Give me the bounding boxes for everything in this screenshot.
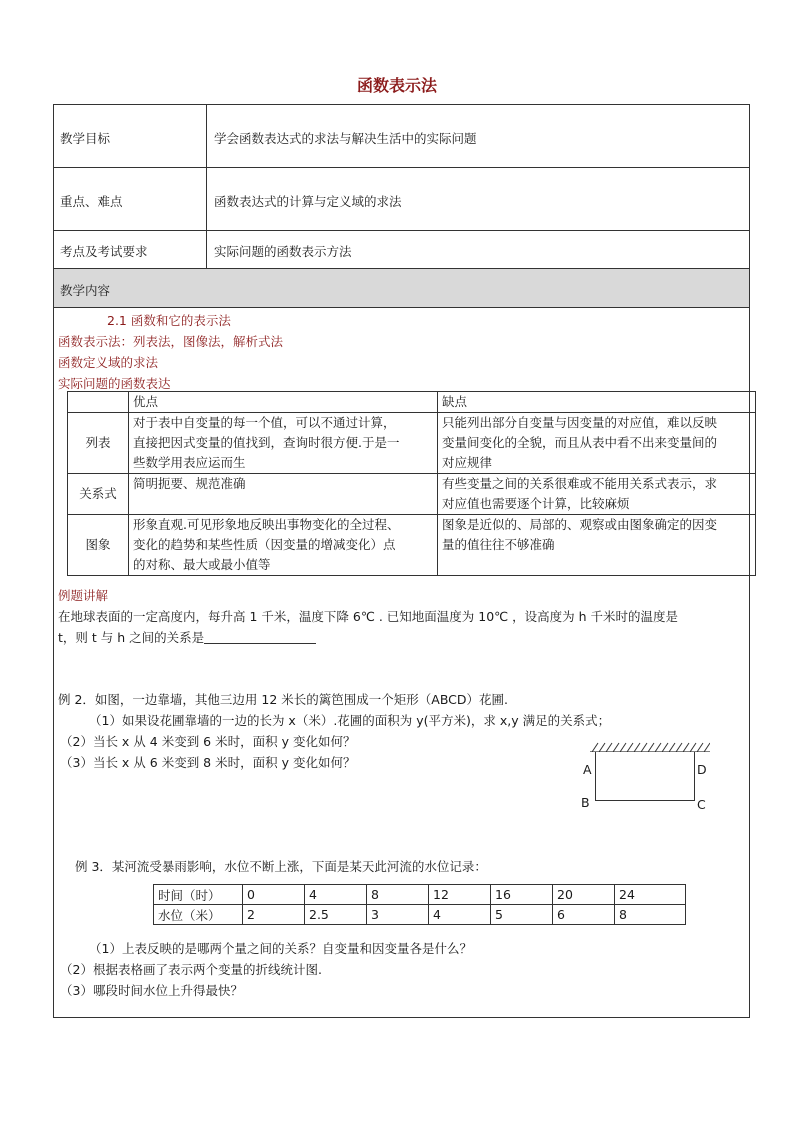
ex1-line1: 在地球表面的一定高度内，每升高 1 千米，温度下降 6℃ . 已知地面温度为 10℃ ，设高度为 h 千米时的温度是 [58, 609, 679, 624]
ex3-q1: （1）上表反映的是哪两个量之间的关系？自变量和因变量各是什么？ [89, 941, 472, 956]
level-cell: 3 [367, 905, 429, 925]
time-cell: 12 [429, 885, 491, 905]
ex2-q2: （2）当长 x 从 4 米变到 6 米时，面积 y 变化如何？ [60, 734, 356, 749]
comparison-row [68, 413, 756, 474]
label-a: A [583, 762, 592, 777]
ex3-q3: （3）哪段时间水位上升得最快？ [60, 983, 243, 998]
level-cell: 4 [429, 905, 491, 925]
info-label: 考点及考试要求 [60, 244, 148, 259]
col-pros: 优点 [129, 392, 438, 413]
pros-cell: 简明扼要、规范准确 [129, 474, 438, 515]
info-value: 学会函数表达式的求法与解决生活中的实际问题 [214, 131, 477, 146]
level-row [154, 905, 686, 925]
page-title: 函数表示法 [356, 76, 437, 95]
garden-rectangle [595, 752, 695, 801]
wall-hatch-icon [590, 742, 710, 752]
info-row-objective [54, 105, 749, 168]
time-cell: 0 [243, 885, 305, 905]
label-d: D [697, 762, 707, 777]
col-cons: 缺点 [438, 392, 756, 413]
time-row [154, 885, 686, 905]
section-methods: 函数表示法：列表法，图像法，解析式法 [58, 334, 284, 349]
time-cell: 4 [305, 885, 367, 905]
level-cell: 2.5 [305, 905, 367, 925]
section-domain: 函数定义域的求法 [58, 355, 159, 370]
info-value: 实际问题的函数表示方法 [214, 244, 352, 259]
info-label: 重点、难点 [60, 194, 123, 209]
cons-cell: 图象是近似的、局部的、观察或由图象确定的因变 量的值往往不够准确 [438, 515, 756, 576]
ex2-q1: （1）如果设花圃靠墙的一边的长为 x（米）.花圃的面积为 y(平方米)，求 x,y 满足的关系式； [89, 713, 611, 728]
section-practical: 实际问题的函数表达 [58, 376, 171, 391]
row-name: 列表 [68, 413, 129, 474]
examples-heading: 例题讲解 [58, 588, 109, 603]
pros-cell: 形象直观.可见形象地反映出事物变化的全过程、 变化的趋势和某些性质（因变量的增减变化）点 的对称、最大或最小值等 [129, 515, 438, 576]
section-heading: 2.1 函数和它的表示法 [107, 313, 231, 328]
info-row-keypoints [54, 168, 749, 231]
comparison-row [68, 515, 756, 576]
comparison-table [67, 391, 756, 576]
time-cell: 20 [553, 885, 615, 905]
time-header: 时间（时） [154, 885, 243, 905]
info-label: 教学目标 [60, 131, 111, 146]
level-cell: 5 [491, 905, 553, 925]
level-header: 水位（米） [154, 905, 243, 925]
time-cell: 8 [367, 885, 429, 905]
answer-blank [204, 630, 316, 644]
ex1-line2: t，则 t 与 h 之间的关系是 [58, 628, 316, 646]
info-value: 函数表达式的计算与定义域的求法 [214, 194, 402, 209]
water-level-table [153, 884, 686, 925]
row-name: 关系式 [68, 474, 129, 515]
ex2-q3: （3）当长 x 从 6 米变到 8 米时，面积 y 变化如何？ [60, 755, 356, 770]
time-cell: 24 [615, 885, 686, 905]
comparison-row [68, 474, 756, 515]
label-c: C [697, 797, 706, 812]
cons-cell: 有些变量之间的关系很难或不能用关系式表示，求 对应值也需要逐个计算，比较麻烦 [438, 474, 756, 515]
ex2-intro: 例 2．如图，一边靠墙，其他三边用 12 米长的篱笆围成一个矩形（ABCD）花圃. [58, 692, 509, 707]
ex3-intro: 例 3．某河流受暴雨影响，水位不断上涨，下面是某天此河流的水位记录： [75, 859, 487, 874]
content-header-row [54, 269, 749, 308]
cons-cell: 只能列出部分自变量与因变量的对应值，难以反映 变量间变化的全貌，而且从表中看不出来变量间的 对应规律 [438, 413, 756, 474]
row-name: 图象 [68, 515, 129, 576]
level-cell: 8 [615, 905, 686, 925]
level-cell: 2 [243, 905, 305, 925]
label-b: B [581, 795, 590, 810]
time-cell: 16 [491, 885, 553, 905]
ex3-q2: （2）根据表格画了表示两个变量的折线统计图. [60, 962, 322, 977]
info-row-exam [54, 231, 749, 269]
level-cell: 6 [553, 905, 615, 925]
content-header: 教学内容 [60, 283, 111, 298]
comparison-header-row [68, 392, 756, 413]
pros-cell: 对于表中自变量的每一个值，可以不通过计算， 直接把因式变量的值找到，查询时很方便.于是一 些数学用表应运而生 [129, 413, 438, 474]
